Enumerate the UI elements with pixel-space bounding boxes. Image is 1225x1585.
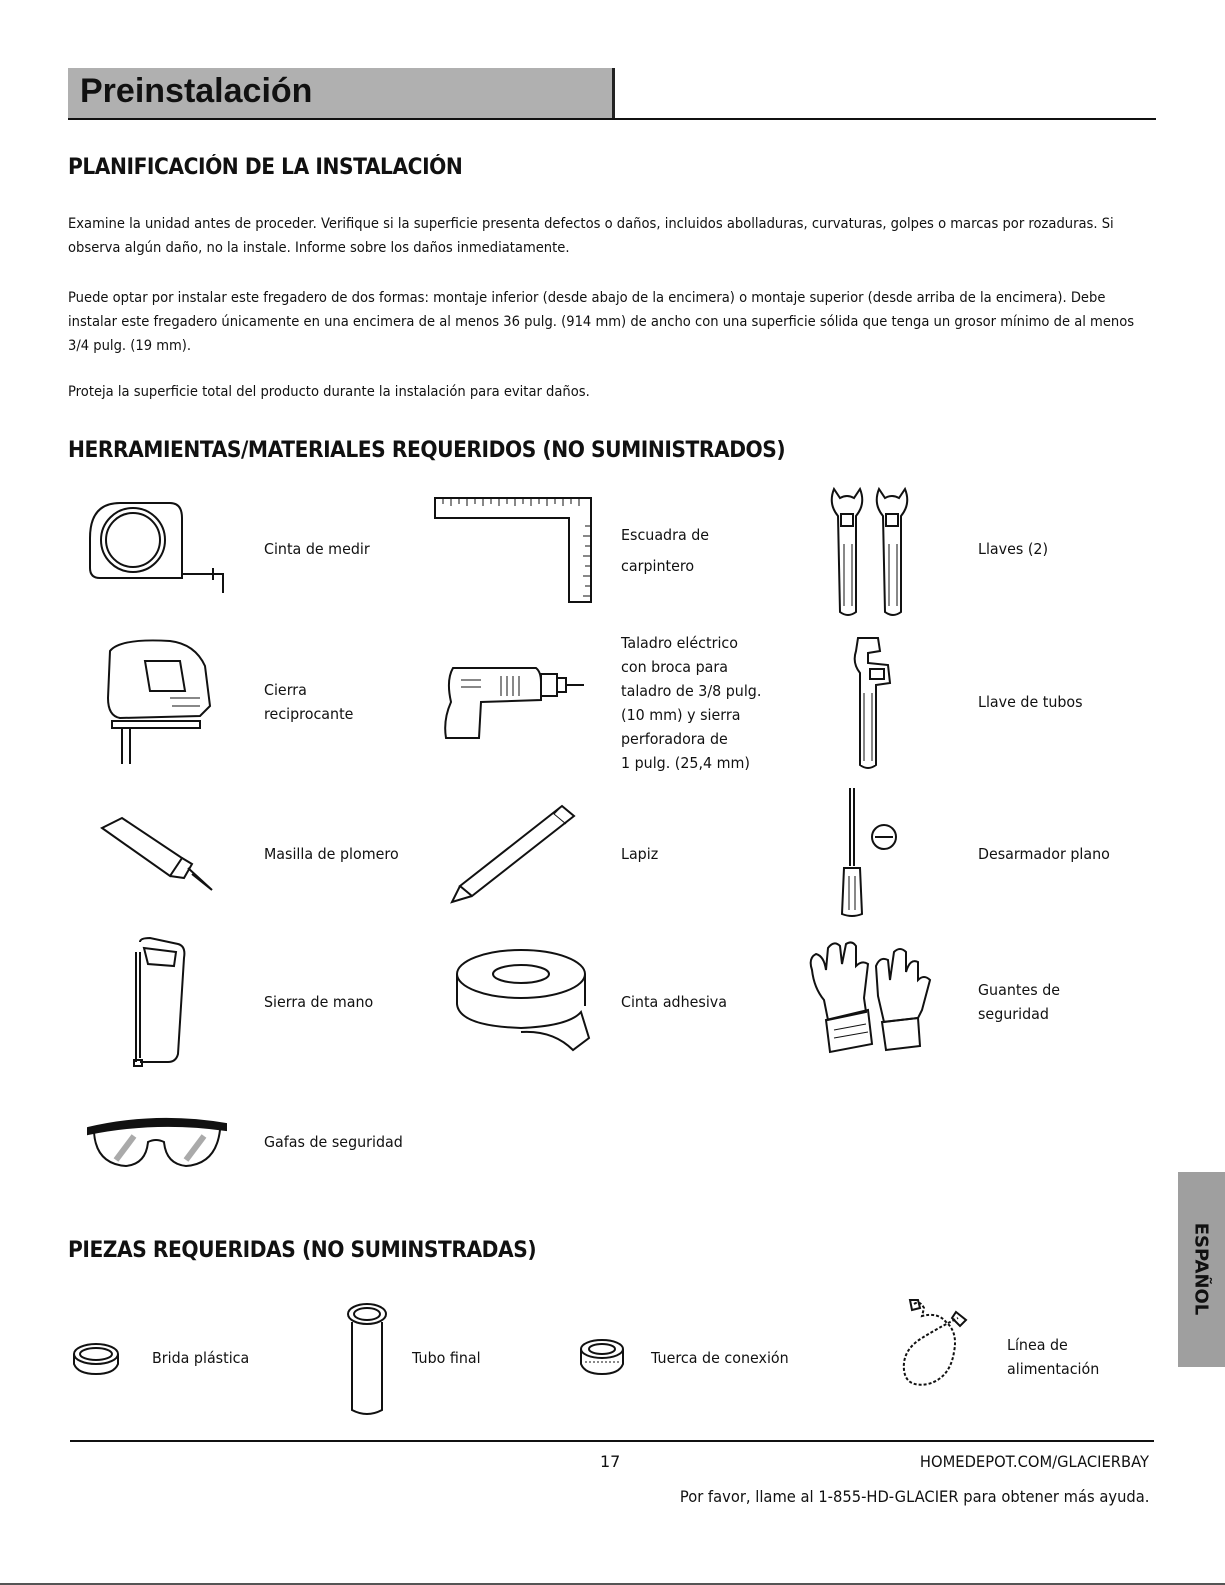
- tool-label-pipe-wrench: Llave de tubos: [978, 693, 1083, 711]
- safety-glasses-icon: [86, 1112, 228, 1170]
- jigsaw-icon: [100, 636, 215, 768]
- planning-paragraph-1: Examine la unidad antes de proceder. Verifique si la superficie presenta defectos o daños, incluidos abolladuras, curvaturas, golpes o marcas por rozaduras. Si observa algún daño, no la instale. Informe sobre los daños inmediatamente.: [68, 216, 1114, 256]
- tool-label-tape: Cinta adhesiva: [621, 993, 728, 1011]
- flat-screwdriver-icon: [838, 786, 904, 918]
- website-link[interactable]: HOMEDEPOT.COM/GLACIERBAY: [919, 1452, 1149, 1471]
- tool-label-hacksaw: Sierra de mano: [264, 993, 374, 1011]
- part-label-tail-pipe: Tubo final: [412, 1349, 481, 1367]
- footer-rule: [70, 1440, 1154, 1442]
- adhesive-tape-icon: [453, 946, 593, 1054]
- hacksaw-icon: [130, 936, 190, 1068]
- adjustable-wrenches-icon: [826, 484, 921, 619]
- part-label-supply-line: Línea de alimentación: [1007, 1336, 1100, 1378]
- pipe-wrench-icon: [848, 633, 898, 771]
- tool-label-putty: Masilla de plomero: [264, 845, 399, 863]
- page-title: Preinstalación: [80, 72, 313, 110]
- tail-pipe-icon: [346, 1302, 388, 1418]
- tool-label-carpenter-square: Escuadra de carpintero: [621, 526, 710, 575]
- tools-heading: HERRAMIENTAS/MATERIALES REQUERIDOS (NO SUMINISTRADOS): [68, 438, 786, 463]
- pencil-icon: [450, 802, 576, 904]
- parts-heading: PIEZAS REQUERIDAS (NO SUMINSTRADAS): [68, 1238, 537, 1263]
- planning-heading: PLANIFICACIÓN DE LA INSTALACIÓN: [68, 155, 463, 180]
- part-label-flange: Brida plástica: [152, 1349, 250, 1367]
- tool-label-jigsaw: Cierra reciprocante: [264, 681, 354, 723]
- tool-label-gloves: Guantes de seguridad: [978, 981, 1061, 1023]
- help-text: Por favor, llame al 1-855-HD-GLACIER para obtener más ayuda.: [679, 1487, 1149, 1506]
- tool-label-glasses: Gafas de seguridad: [264, 1133, 403, 1151]
- planning-paragraph-2: Puede optar por instalar este fregadero de dos formas: montaje inferior (desde abajo de la encimera) o montaje superior (desde arriba de la encimera). Debe instalar este fregadero únicamente en una encimera de al menos 36 pulg. (914 mm) de ancho con una superficie sólida que tenga un grosor mínimo de al menos 3/4 pulg. (19 mm).: [68, 290, 1135, 354]
- part-label-slip-nut: Tuerca de conexión: [651, 1349, 789, 1367]
- tool-label-screwdriver: Desarmador plano: [978, 845, 1110, 863]
- safety-gloves-icon: [806, 940, 934, 1058]
- tool-label-tape-measure: Cinta de medir: [264, 540, 370, 558]
- page-number: 17: [600, 1452, 621, 1471]
- slip-nut-icon: [579, 1338, 625, 1378]
- tool-label-pencil: Lapiz: [621, 845, 659, 863]
- tape-measure-icon: [85, 498, 230, 598]
- tool-label-wrenches: Llaves (2): [978, 540, 1049, 558]
- planning-paragraph-3: Proteja la superficie total del producto durante la instalación para evitar daños.: [68, 384, 590, 400]
- carpenter-square-icon: [433, 496, 593, 604]
- tool-label-power-drill: Taladro eléctrico con broca para taladro de 3/8 pulg. (10 mm) y sierra perforadora de 1 pulg. (25,4 mm): [621, 634, 762, 772]
- power-drill-icon: [441, 660, 586, 742]
- putty-tube-icon: [100, 816, 215, 894]
- language-tab-label: ESPAÑOL: [1190, 1222, 1212, 1316]
- supply-line-icon: [898, 1298, 970, 1390]
- plastic-flange-icon: [72, 1342, 120, 1378]
- header-rule: [68, 118, 1156, 120]
